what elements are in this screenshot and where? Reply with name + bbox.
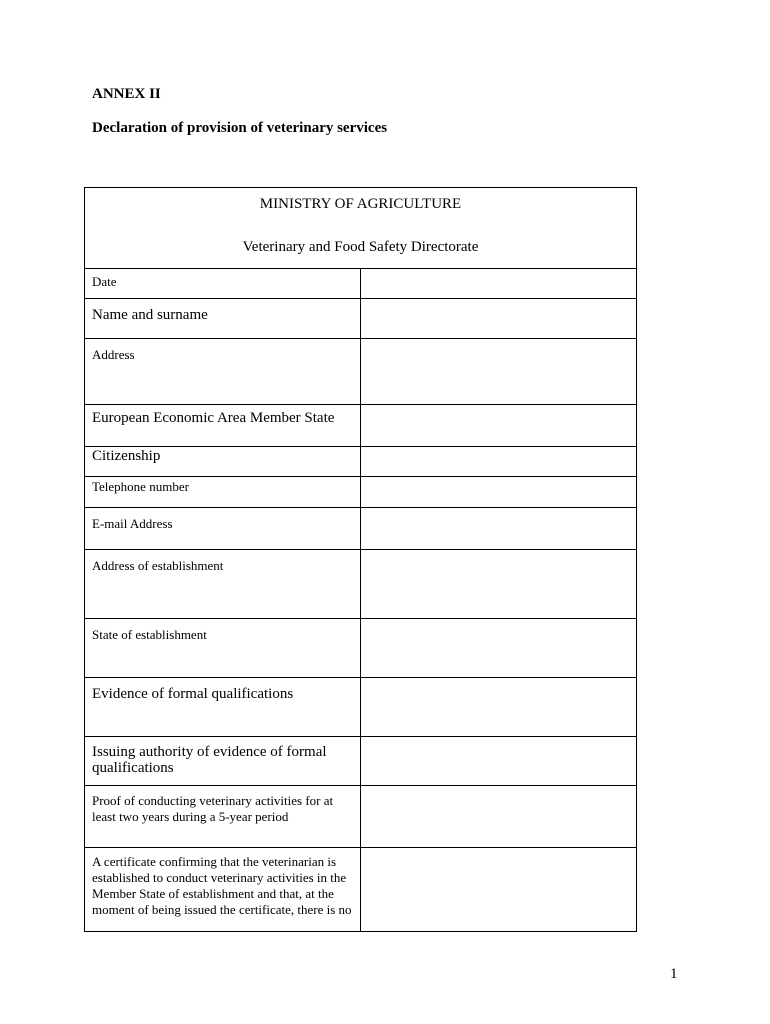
field-email[interactable]	[361, 508, 637, 550]
row-label-issuing-authority: Issuing authority of evidence of formal qualifications	[85, 737, 361, 786]
field-citizenship[interactable]	[361, 447, 637, 477]
row-label-proof-of-activities: Proof of conducting veterinary activities for at least two years during a 5-year period	[85, 786, 361, 848]
row-label-date: Date	[85, 269, 361, 299]
ministry-name: MINISTRY OF AGRICULTURE	[259, 196, 462, 212]
row-label-telephone: Telephone number	[85, 477, 361, 508]
annex-heading: ANNEX II	[92, 86, 161, 102]
field-date[interactable]	[361, 269, 637, 299]
row-label-eea-member-state: European Economic Area Member State	[85, 405, 361, 447]
field-address[interactable]	[361, 339, 637, 405]
form-header	[85, 188, 637, 269]
row-label-address: Address	[85, 339, 361, 405]
field-name-surname[interactable]	[361, 299, 637, 339]
row-label-establishment-address: Address of establishment	[85, 550, 361, 619]
field-establishment-address[interactable]	[361, 550, 637, 619]
declaration-form-table	[84, 187, 637, 932]
field-proof-of-activities[interactable]	[361, 786, 637, 848]
field-eea-member-state[interactable]	[361, 405, 637, 447]
field-establishment-certificate[interactable]	[361, 848, 637, 932]
row-label-name-surname: Name and surname	[85, 299, 361, 339]
field-formal-qualifications[interactable]	[361, 678, 637, 737]
row-label-citizenship: Citizenship	[85, 447, 361, 477]
row-label-establishment-state: State of establishment	[85, 619, 361, 678]
directorate-name: Veterinary and Food Safety Directorate	[242, 239, 479, 255]
field-telephone[interactable]	[361, 477, 637, 508]
page-number: 1	[670, 966, 678, 982]
row-label-formal-qualifications: Evidence of formal qualifications	[85, 678, 361, 737]
field-issuing-authority[interactable]	[361, 737, 637, 786]
document-title: Declaration of provision of veterinary services	[92, 120, 388, 136]
row-label-email: E-mail Address	[85, 508, 361, 550]
row-label-establishment-certificate: A certificate confirming that the veterinarian is established to conduct veterinary activities in the Member State of establishment and that, at the moment of being issued the certificate, there is no	[85, 848, 361, 932]
field-establishment-state[interactable]	[361, 619, 637, 678]
